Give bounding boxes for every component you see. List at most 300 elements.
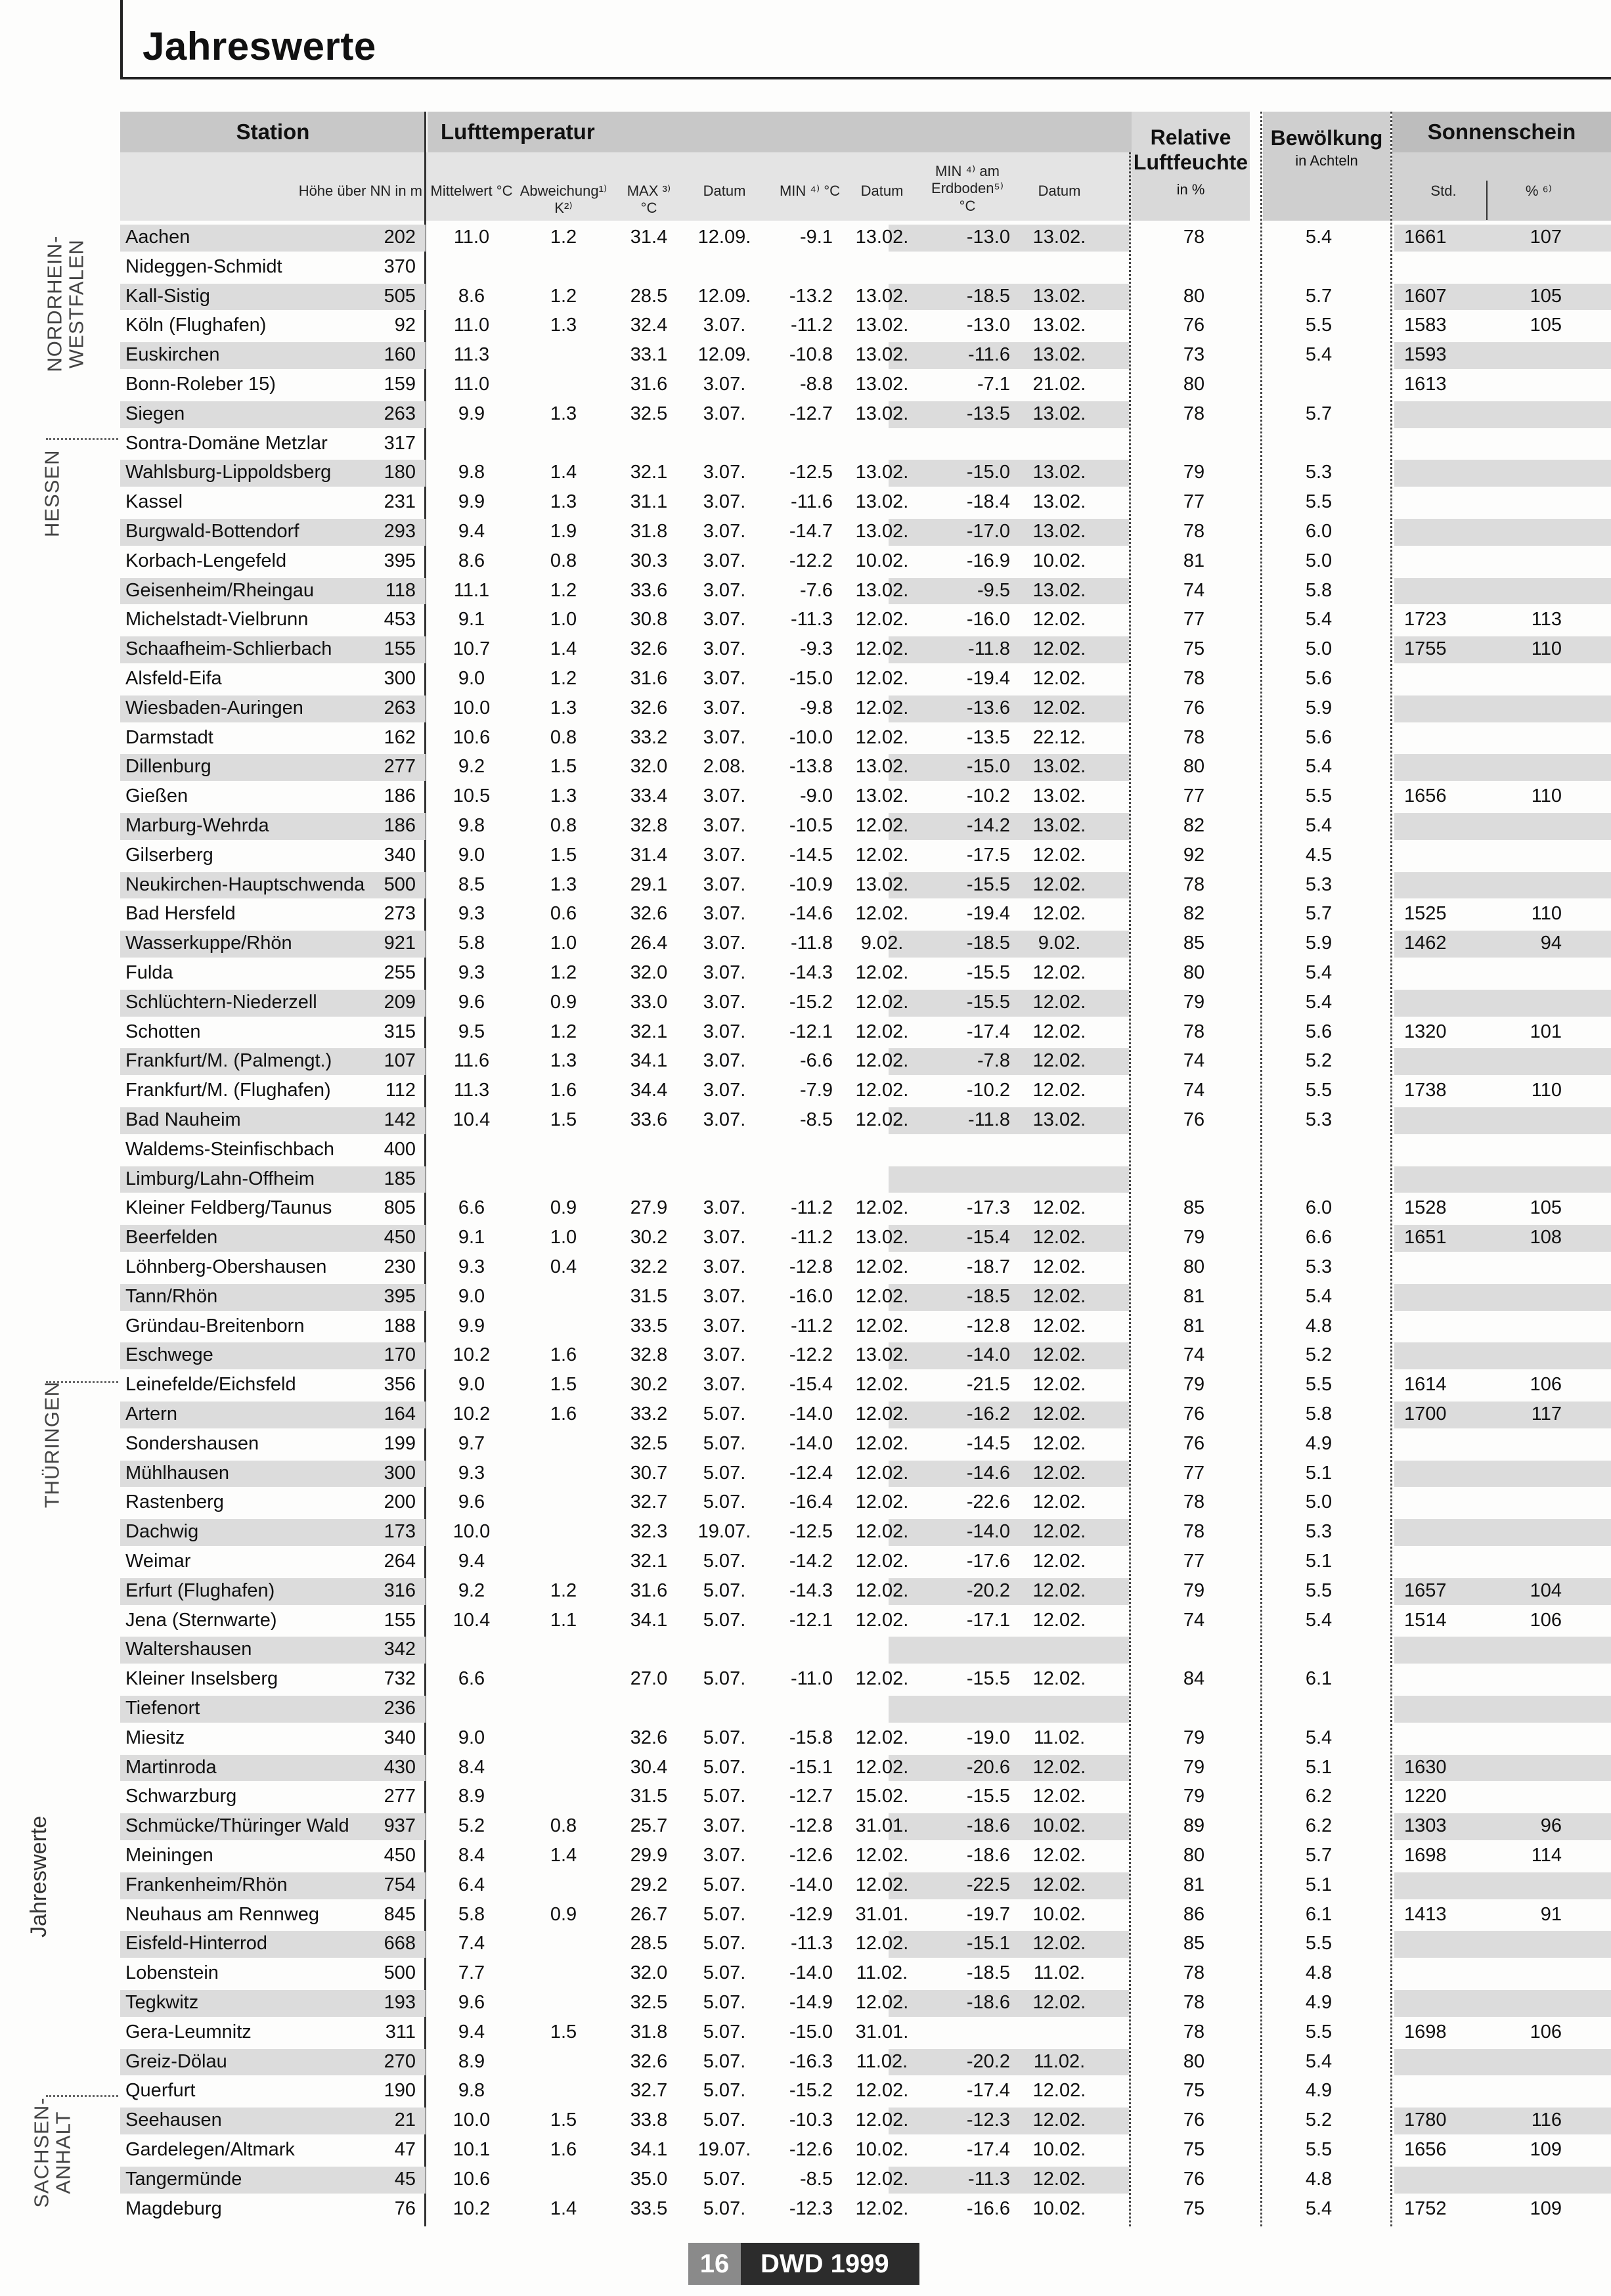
table-cell: 190 — [384, 2080, 416, 2102]
table-cell: 1.5 — [550, 756, 577, 778]
table-cell: 505 — [384, 285, 416, 307]
station-name: Frankenheim/Rhön — [125, 1874, 288, 1895]
table-cell: 500 — [384, 873, 416, 895]
station-name: Gießen — [125, 785, 188, 807]
table-cell: -9.5 — [977, 579, 1010, 601]
table-cell: 5.7 — [1305, 285, 1333, 307]
table-row — [120, 753, 1611, 782]
table-cell: 74 — [1183, 1344, 1205, 1366]
table-cell: 1.2 — [550, 1021, 577, 1042]
table-cell: -10.9 — [789, 873, 833, 895]
station-name: Miesitz — [125, 1727, 185, 1748]
table-cell: 12.02. — [855, 1874, 909, 1895]
table-cell: 13.02. — [855, 227, 909, 248]
table-cell: -15.2 — [789, 2080, 833, 2102]
table-cell: 3.07. — [703, 1080, 746, 1101]
table-cell: 5.3 — [1305, 873, 1333, 895]
table-cell: 9.9 — [458, 403, 485, 424]
table-cell: 5.6 — [1305, 1021, 1333, 1042]
table-cell: 10.02. — [1032, 2197, 1086, 2219]
table-row — [120, 1136, 1611, 1165]
region-label-thueringen: THÜRINGEN — [40, 1380, 64, 1509]
table-cell: -15.0 — [789, 2021, 833, 2042]
table-cell: 78 — [1183, 521, 1205, 542]
page-footer — [688, 2243, 919, 2285]
row-shading — [1394, 1872, 1611, 1899]
table-cell: -16.6 — [966, 2197, 1010, 2219]
table-row — [120, 1547, 1611, 1577]
table-cell: 80 — [1183, 285, 1205, 307]
row-shading — [1394, 1284, 1611, 1311]
table-cell: 76 — [1183, 2168, 1205, 2190]
table-row — [120, 1400, 1611, 1430]
table-cell: 5.5 — [1305, 315, 1333, 336]
table-cell: 5.9 — [1305, 933, 1333, 954]
table-cell: 1.5 — [550, 844, 577, 866]
table-cell: 1656 — [1404, 2139, 1447, 2160]
table-cell: 0.6 — [550, 903, 577, 925]
table-cell: 315 — [384, 1021, 416, 1042]
table-cell: 12.02. — [855, 1933, 909, 1954]
table-cell: 45 — [394, 2168, 416, 2190]
table-row — [120, 341, 1611, 370]
table-cell: 5.3 — [1305, 1109, 1333, 1130]
table-cell: 1.2 — [550, 579, 577, 601]
table-cell: 26.7 — [630, 1903, 668, 1925]
row-shading — [1394, 519, 1611, 546]
table-cell: 12.02. — [855, 1403, 909, 1424]
station-name: Tegkwitz — [125, 1992, 199, 2013]
table-cell: 12.02. — [855, 1992, 909, 2013]
table-cell: 12.02. — [1032, 1786, 1086, 1807]
table-cell: 1.1 — [550, 1609, 577, 1631]
table-cell: -15.5 — [966, 962, 1010, 983]
table-cell: -17.1 — [966, 1609, 1010, 1631]
table-cell: 1462 — [1404, 933, 1447, 954]
row-shading — [1394, 754, 1611, 781]
table-cell: 188 — [384, 1315, 416, 1336]
table-cell: 32.0 — [630, 1962, 668, 1984]
station-name: Marburg-Wehrda — [125, 815, 269, 836]
table-cell: 12.02. — [855, 1432, 909, 1454]
table-cell: 12.02. — [855, 1521, 909, 1543]
table-cell: 805 — [384, 1197, 416, 1219]
table-cell: 32.1 — [630, 462, 668, 483]
table-row — [120, 518, 1611, 547]
table-cell: 9.0 — [458, 668, 485, 689]
table-cell: 1.6 — [550, 1080, 577, 1101]
header-sonnenschein-box: Sonnenschein — [1392, 112, 1611, 152]
table-cell: 9.6 — [458, 1992, 485, 2013]
table-cell: 12.02. — [855, 1374, 909, 1396]
table-cell: 5.07. — [703, 1756, 746, 1778]
header-min-erdboden: MIN ⁴⁾ am Erdboden⁵⁾ °C — [931, 163, 1004, 214]
row-shading — [1394, 1048, 1611, 1075]
table-cell: 1613 — [1404, 374, 1447, 395]
row-shading — [1394, 695, 1611, 722]
table-cell: 10.02. — [1032, 1815, 1086, 1837]
station-name: Wiesbaden-Auringen — [125, 697, 303, 718]
table-cell: 3.07. — [703, 962, 746, 983]
table-cell: 34.1 — [630, 1050, 668, 1072]
table-row — [120, 812, 1611, 841]
table-cell: 164 — [384, 1403, 416, 1424]
table-cell: 12.02. — [1032, 1080, 1086, 1101]
table-cell: 5.5 — [1305, 1374, 1333, 1396]
station-name: Beerfelden — [125, 1227, 218, 1248]
station-name: Artern — [125, 1403, 177, 1424]
table-cell: 5.0 — [1305, 638, 1333, 660]
row-shading — [1394, 990, 1611, 1017]
table-cell: -14.0 — [789, 1403, 833, 1424]
table-cell: 5.3 — [1305, 462, 1333, 483]
station-name: Neuhaus am Rennweg — [125, 1903, 320, 1925]
header-relative-title: Relative Luftfeuchte — [1133, 125, 1248, 175]
table-cell: 33.5 — [630, 2197, 668, 2219]
table-cell: 33.6 — [630, 579, 668, 601]
station-name: Dillenburg — [125, 756, 211, 778]
table-cell: 1.9 — [550, 521, 577, 542]
table-cell: -11.0 — [791, 1668, 833, 1690]
table-cell: 9.4 — [458, 2021, 485, 2042]
table-cell: 5.4 — [1305, 344, 1333, 366]
table-cell: 112 — [385, 1080, 416, 1101]
table-cell: -18.5 — [966, 1962, 1010, 1984]
table-cell: 12.02. — [1032, 1344, 1086, 1366]
table-cell: -12.3 — [789, 2197, 833, 2219]
table-cell: 340 — [384, 844, 416, 866]
table-cell: 155 — [384, 1609, 416, 1631]
table-cell: -17.4 — [966, 1021, 1010, 1042]
table-cell: 10.2 — [452, 1403, 491, 1424]
table-row — [120, 2195, 1611, 2224]
station-name: Neukirchen-Hauptschwenda — [125, 873, 365, 895]
table-cell: 8.9 — [458, 1786, 485, 1807]
table-row — [120, 1635, 1611, 1665]
table-cell: 0.9 — [550, 1903, 577, 1925]
table-cell: 3.07. — [703, 1197, 746, 1219]
table-cell: 33.8 — [630, 2109, 668, 2131]
table-cell: 12.02. — [1032, 638, 1086, 660]
table-cell: 200 — [384, 1491, 416, 1513]
table-cell: 81 — [1183, 550, 1205, 571]
table-cell: 31.01. — [855, 2021, 909, 2042]
table-row — [120, 1871, 1611, 1901]
table-cell: 11.1 — [453, 579, 490, 601]
table-cell: 173 — [384, 1521, 416, 1543]
table-cell: -12.2 — [789, 550, 833, 571]
table-cell: 13.02. — [855, 491, 909, 513]
table-cell: 85 — [1183, 1197, 1205, 1219]
table-cell: 34.1 — [630, 1609, 668, 1631]
table-cell: 76 — [1183, 2109, 1205, 2131]
table-cell: -15.1 — [789, 1756, 833, 1778]
table-cell: 12.02. — [1032, 1933, 1086, 1954]
table-cell: 5.07. — [703, 1786, 746, 1807]
table-cell: 3.07. — [703, 844, 746, 866]
table-row — [120, 1341, 1611, 1371]
table-cell: 500 — [384, 1962, 416, 1984]
table-cell: 11.3 — [453, 1080, 490, 1101]
table-cell: 85 — [1183, 1933, 1205, 1954]
table-cell: -7.9 — [800, 1080, 833, 1101]
table-cell: 263 — [384, 697, 416, 718]
table-cell: 300 — [384, 1462, 416, 1484]
table-row — [120, 959, 1611, 988]
table-cell: 13.02. — [1032, 344, 1086, 366]
table-row — [120, 606, 1611, 635]
table-cell: 9.0 — [458, 1727, 485, 1748]
table-cell: 12.02. — [855, 726, 909, 748]
table-cell: 6.1 — [1305, 1668, 1333, 1690]
table-cell: 32.4 — [630, 315, 668, 336]
table-cell: -7.6 — [800, 579, 833, 601]
table-cell: 3.07. — [703, 1815, 746, 1837]
table-cell: 10.02. — [1032, 2139, 1086, 2160]
table-cell: -16.4 — [789, 1491, 833, 1513]
table-cell: 12.02. — [855, 1462, 909, 1484]
table-cell: 80 — [1183, 2050, 1205, 2072]
table-cell: -22.6 — [966, 1491, 1010, 1513]
table-cell: 101 — [1530, 1021, 1562, 1042]
table-cell: 162 — [384, 726, 416, 748]
table-cell: -11.3 — [968, 2168, 1010, 2190]
table-row — [120, 841, 1611, 871]
table-cell: 107 — [1530, 227, 1562, 248]
table-cell: 30.8 — [630, 609, 668, 630]
table-cell: 9.4 — [458, 521, 485, 542]
table-cell: 5.5 — [1305, 1080, 1333, 1101]
table-cell: 1.3 — [550, 873, 577, 895]
table-cell: 9.3 — [458, 962, 485, 983]
table-cell: 1.2 — [550, 285, 577, 307]
table-cell: 9.8 — [458, 462, 485, 483]
station-name: Waldems-Steinfischbach — [125, 1138, 335, 1160]
table-cell: -17.4 — [966, 2080, 1010, 2102]
station-name: Frankfurt/M. (Palmengt.) — [125, 1050, 332, 1072]
table-cell: 12.02. — [1032, 991, 1086, 1013]
table-cell: 9.3 — [458, 903, 485, 925]
table-cell: 12.02. — [855, 844, 909, 866]
table-cell: 32.2 — [630, 1256, 668, 1277]
table-cell: 5.07. — [703, 1551, 746, 1572]
table-cell: 76 — [1183, 315, 1205, 336]
table-cell: 78 — [1183, 873, 1205, 895]
table-cell: 78 — [1183, 1021, 1205, 1042]
table-cell: 3.07. — [703, 815, 746, 836]
table-cell: -12.6 — [789, 2139, 833, 2160]
table-row — [120, 2165, 1611, 2195]
table-cell: 263 — [384, 403, 416, 424]
table-cell: 5.2 — [1305, 2109, 1333, 2131]
table-cell: 1.6 — [550, 1344, 577, 1366]
table-cell: 104 — [1530, 1579, 1562, 1601]
table-cell: 78 — [1183, 1962, 1205, 1984]
table-cell: 9.8 — [458, 815, 485, 836]
table-cell: 3.07. — [703, 1374, 746, 1396]
table-cell: 5.07. — [703, 2021, 746, 2042]
table-cell: -13.2 — [789, 285, 833, 307]
table-cell: 5.7 — [1305, 403, 1333, 424]
table-cell: 453 — [384, 609, 416, 630]
table-cell: 5.5 — [1305, 1579, 1333, 1601]
table-cell: 5.3 — [1305, 1256, 1333, 1277]
station-name: Leinefelde/Eichsfeld — [125, 1374, 296, 1396]
table-cell: -14.2 — [966, 815, 1010, 836]
table-cell: 32.7 — [630, 2080, 668, 2102]
table-cell: 15.02. — [855, 1786, 909, 1807]
table-cell: 264 — [384, 1551, 416, 1572]
table-row — [120, 1194, 1611, 1224]
table-cell: 31.5 — [630, 1285, 668, 1307]
table-cell: 293 — [384, 521, 416, 542]
table-cell: 75 — [1183, 2139, 1205, 2160]
station-name: Schotten — [125, 1021, 201, 1042]
table-cell: 5.2 — [458, 1815, 485, 1837]
table-cell: 105 — [1530, 315, 1562, 336]
table-cell: -18.6 — [966, 1992, 1010, 2013]
table-cell: 12.02. — [1032, 1374, 1086, 1396]
table-cell: -16.9 — [966, 550, 1010, 571]
table-cell: 81 — [1183, 1874, 1205, 1895]
table-cell: 80 — [1183, 1845, 1205, 1866]
table-cell: 77 — [1183, 785, 1205, 807]
table-cell: 1220 — [1404, 1786, 1447, 1807]
table-cell: 6.0 — [1305, 521, 1333, 542]
table-cell: 1.3 — [550, 697, 577, 718]
table-cell: -12.8 — [789, 1815, 833, 1837]
table-cell: 6.2 — [1305, 1786, 1333, 1807]
table-cell: 12.02. — [855, 1727, 909, 1748]
station-name: Löhnberg-Obershausen — [125, 1256, 327, 1277]
table-cell: 13.02. — [1032, 403, 1086, 424]
table-cell: 9.2 — [458, 756, 485, 778]
table-row — [120, 1283, 1611, 1312]
table-cell: 110 — [1531, 1080, 1562, 1101]
table-cell: -8.5 — [800, 2168, 833, 2190]
table-cell: 1.0 — [550, 1227, 577, 1248]
table-cell: 21.02. — [1032, 374, 1086, 395]
table-cell: 9.3 — [458, 1462, 485, 1484]
table-cell: -13.0 — [966, 315, 1010, 336]
table-cell: 31.6 — [630, 668, 668, 689]
table-cell: 9.9 — [458, 491, 485, 513]
header-lufttemperatur: Lufttemperatur — [428, 112, 1248, 152]
table-cell: 1.2 — [550, 668, 577, 689]
table-cell: 77 — [1183, 491, 1205, 513]
table-cell: 209 — [384, 991, 416, 1013]
station-name: Dachwig — [125, 1521, 199, 1543]
table-cell: 9.0 — [458, 1374, 485, 1396]
station-name: Michelstadt-Vielbrunn — [125, 609, 309, 630]
station-name: Sontra-Domäne Metzlar — [125, 432, 328, 454]
station-name: Erfurt (Flughafen) — [125, 1579, 275, 1601]
table-row — [120, 458, 1611, 488]
table-cell: 2.08. — [703, 756, 746, 778]
station-name: Köln (Flughafen) — [125, 315, 267, 336]
table-cell: 13.02. — [855, 756, 909, 778]
station-name: Schaafheim-Schlierbach — [125, 638, 332, 660]
table-cell: 86 — [1183, 1903, 1205, 1925]
table-cell: -10.8 — [789, 344, 833, 366]
table-cell: 3.07. — [703, 697, 746, 718]
table-cell: 1.0 — [550, 609, 577, 630]
table-cell: 10.4 — [452, 1109, 491, 1130]
table-cell: 31.8 — [630, 2021, 668, 2042]
table-cell: -14.3 — [789, 962, 833, 983]
table-cell: 5.8 — [1305, 1403, 1333, 1424]
table-cell: 1.3 — [550, 403, 577, 424]
header-relative-unit: in % — [1176, 181, 1205, 198]
table-cell: -19.4 — [966, 903, 1010, 925]
table-cell: 395 — [384, 1285, 416, 1307]
table-cell: 11.02. — [1033, 1962, 1086, 1984]
table-cell: 9.7 — [458, 1432, 485, 1454]
station-name: Burgwald-Bottendorf — [125, 521, 299, 542]
table-cell: -13.5 — [966, 726, 1010, 748]
table-cell: 33.1 — [630, 344, 668, 366]
row-shading — [1394, 578, 1611, 605]
station-name: Kleiner Inselsberg — [125, 1668, 278, 1690]
row-shading — [1394, 813, 1611, 840]
station-name: Wahlsburg-Lippoldsberg — [125, 462, 332, 483]
table-cell: -9.8 — [800, 697, 833, 718]
table-cell: 10.0 — [452, 2109, 491, 2131]
table-cell: 33.6 — [630, 1109, 668, 1130]
table-cell: 3.07. — [703, 1344, 746, 1366]
table-cell: 3.07. — [703, 1109, 746, 1130]
table-row — [120, 1665, 1611, 1694]
header-prozent: % ⁶⁾ — [1525, 183, 1553, 199]
table-cell: 5.07. — [703, 1432, 746, 1454]
table-cell: 3.07. — [703, 609, 746, 630]
table-cell: 13.02. — [855, 285, 909, 307]
table-cell: -12.8 — [789, 1256, 833, 1277]
station-name: Euskirchen — [125, 344, 220, 366]
table-cell: 400 — [384, 1138, 416, 1160]
table-cell: 32.7 — [630, 1491, 668, 1513]
table-row — [120, 1430, 1611, 1459]
table-cell: 82 — [1183, 815, 1205, 836]
table-row — [120, 547, 1611, 577]
header-std: Std. — [1430, 183, 1457, 199]
table-cell: 25.7 — [630, 1815, 668, 1837]
table-cell: 8.6 — [458, 285, 485, 307]
table-cell: 5.07. — [703, 2080, 746, 2102]
table-cell: 236 — [384, 1698, 416, 1719]
table-cell: 32.6 — [630, 2050, 668, 2072]
table-cell: 32.5 — [630, 1432, 668, 1454]
table-cell: 13.02. — [1032, 521, 1086, 542]
table-cell: 1413 — [1404, 1903, 1447, 1925]
table-cell: 13.02. — [1032, 227, 1086, 248]
table-cell: 113 — [1531, 609, 1562, 630]
table-cell: 10.02. — [1032, 1903, 1086, 1925]
table-cell: 30.2 — [630, 1374, 668, 1396]
table-cell: 74 — [1183, 1609, 1205, 1631]
table-cell: 105 — [1530, 1197, 1562, 1219]
station-name: Nideggen-Schmidt — [125, 255, 282, 277]
table-cell: -12.3 — [966, 2109, 1010, 2131]
table-cell: 1.4 — [550, 1845, 577, 1866]
table-cell: -12.9 — [789, 1903, 833, 1925]
table-cell: 1698 — [1404, 1845, 1447, 1866]
station-name: Tann/Rhön — [125, 1285, 218, 1307]
table-cell: 155 — [384, 638, 416, 660]
table-cell: 3.07. — [703, 374, 746, 395]
station-name: Gera-Leumnitz — [125, 2021, 252, 2042]
table-cell: 81 — [1183, 1315, 1205, 1336]
